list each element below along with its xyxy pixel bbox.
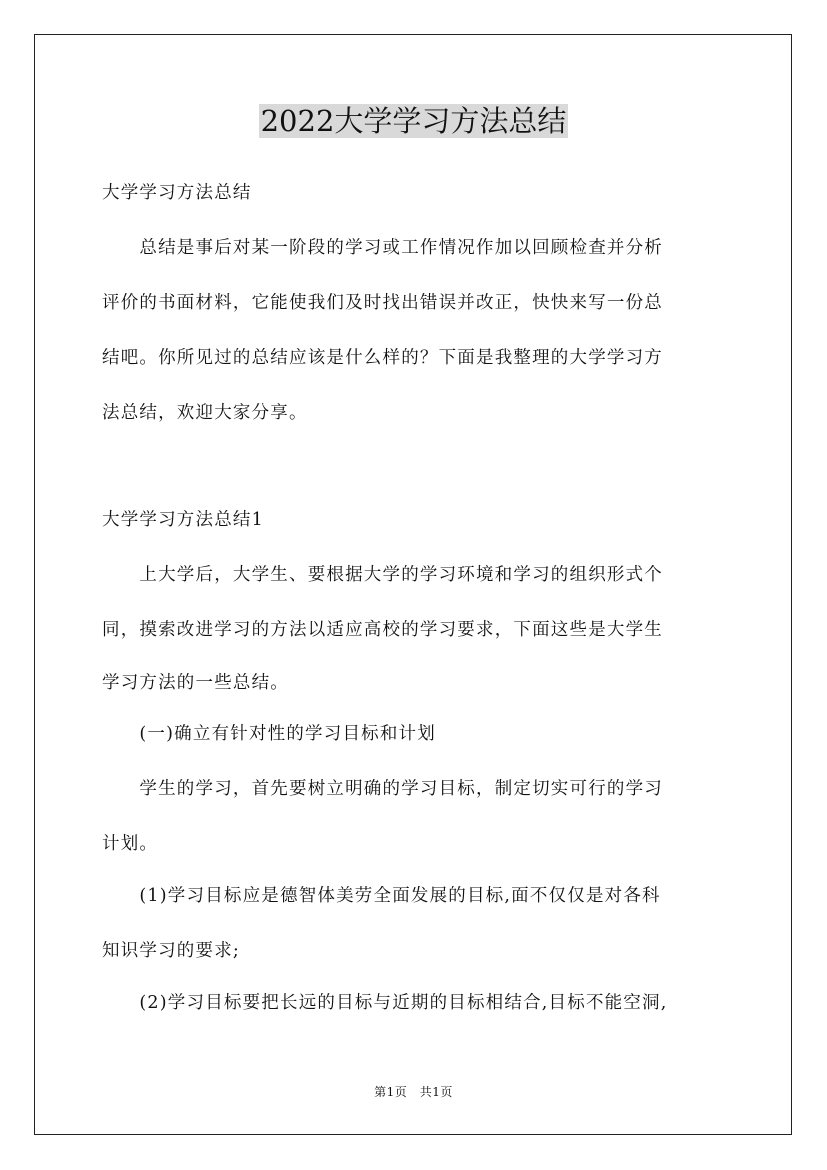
paragraph-line: 上大学后，大学生、要根据大学的学习环境和学习的组织形式个 xyxy=(102,565,663,585)
section-heading: 大学学习方法总结 xyxy=(102,183,252,203)
paragraph-line: 计划。 xyxy=(102,834,159,854)
paragraph-line: 法总结，欢迎大家分享。 xyxy=(102,403,308,423)
paragraph-line: (2)学习目标要把长远的目标与近期的目标相结合,目标不能空洞, xyxy=(102,993,668,1013)
paragraph-line: 总结是事后对某一阶段的学习或工作情况作加以回顾检查并分析 xyxy=(102,238,663,258)
paragraph-line: 同，摸索改进学习的方法以适应高校的学习要求，下面这些是大学生 xyxy=(102,620,663,640)
paragraph-line: 学习方法的一些总结。 xyxy=(102,673,289,693)
document-title: 2022大学学习方法总结 xyxy=(260,104,567,138)
section-heading: 大学学习方法总结1 xyxy=(102,510,264,530)
paragraph-line: 知识学习的要求; xyxy=(102,941,240,961)
paragraph-line: 评价的书面材料，它能使我们及时找出错误并改正，快快来写一份总 xyxy=(102,293,663,313)
paragraph-line: 学生的学习，首先要树立明确的学习目标，制定切实可行的学习 xyxy=(102,779,663,799)
subheading-line: (一)确立有针对性的学习目标和计划 xyxy=(102,724,436,744)
paragraph-line: 结吧。你所见过的总结应该是什么样的？下面是我整理的大学学习方 xyxy=(102,348,663,368)
page-footer: 第1页 共1页 xyxy=(374,1085,453,1099)
paragraph-line: (1)学习目标应是德智体美劳全面发展的目标,面不仅仅是对各科 xyxy=(102,886,661,906)
